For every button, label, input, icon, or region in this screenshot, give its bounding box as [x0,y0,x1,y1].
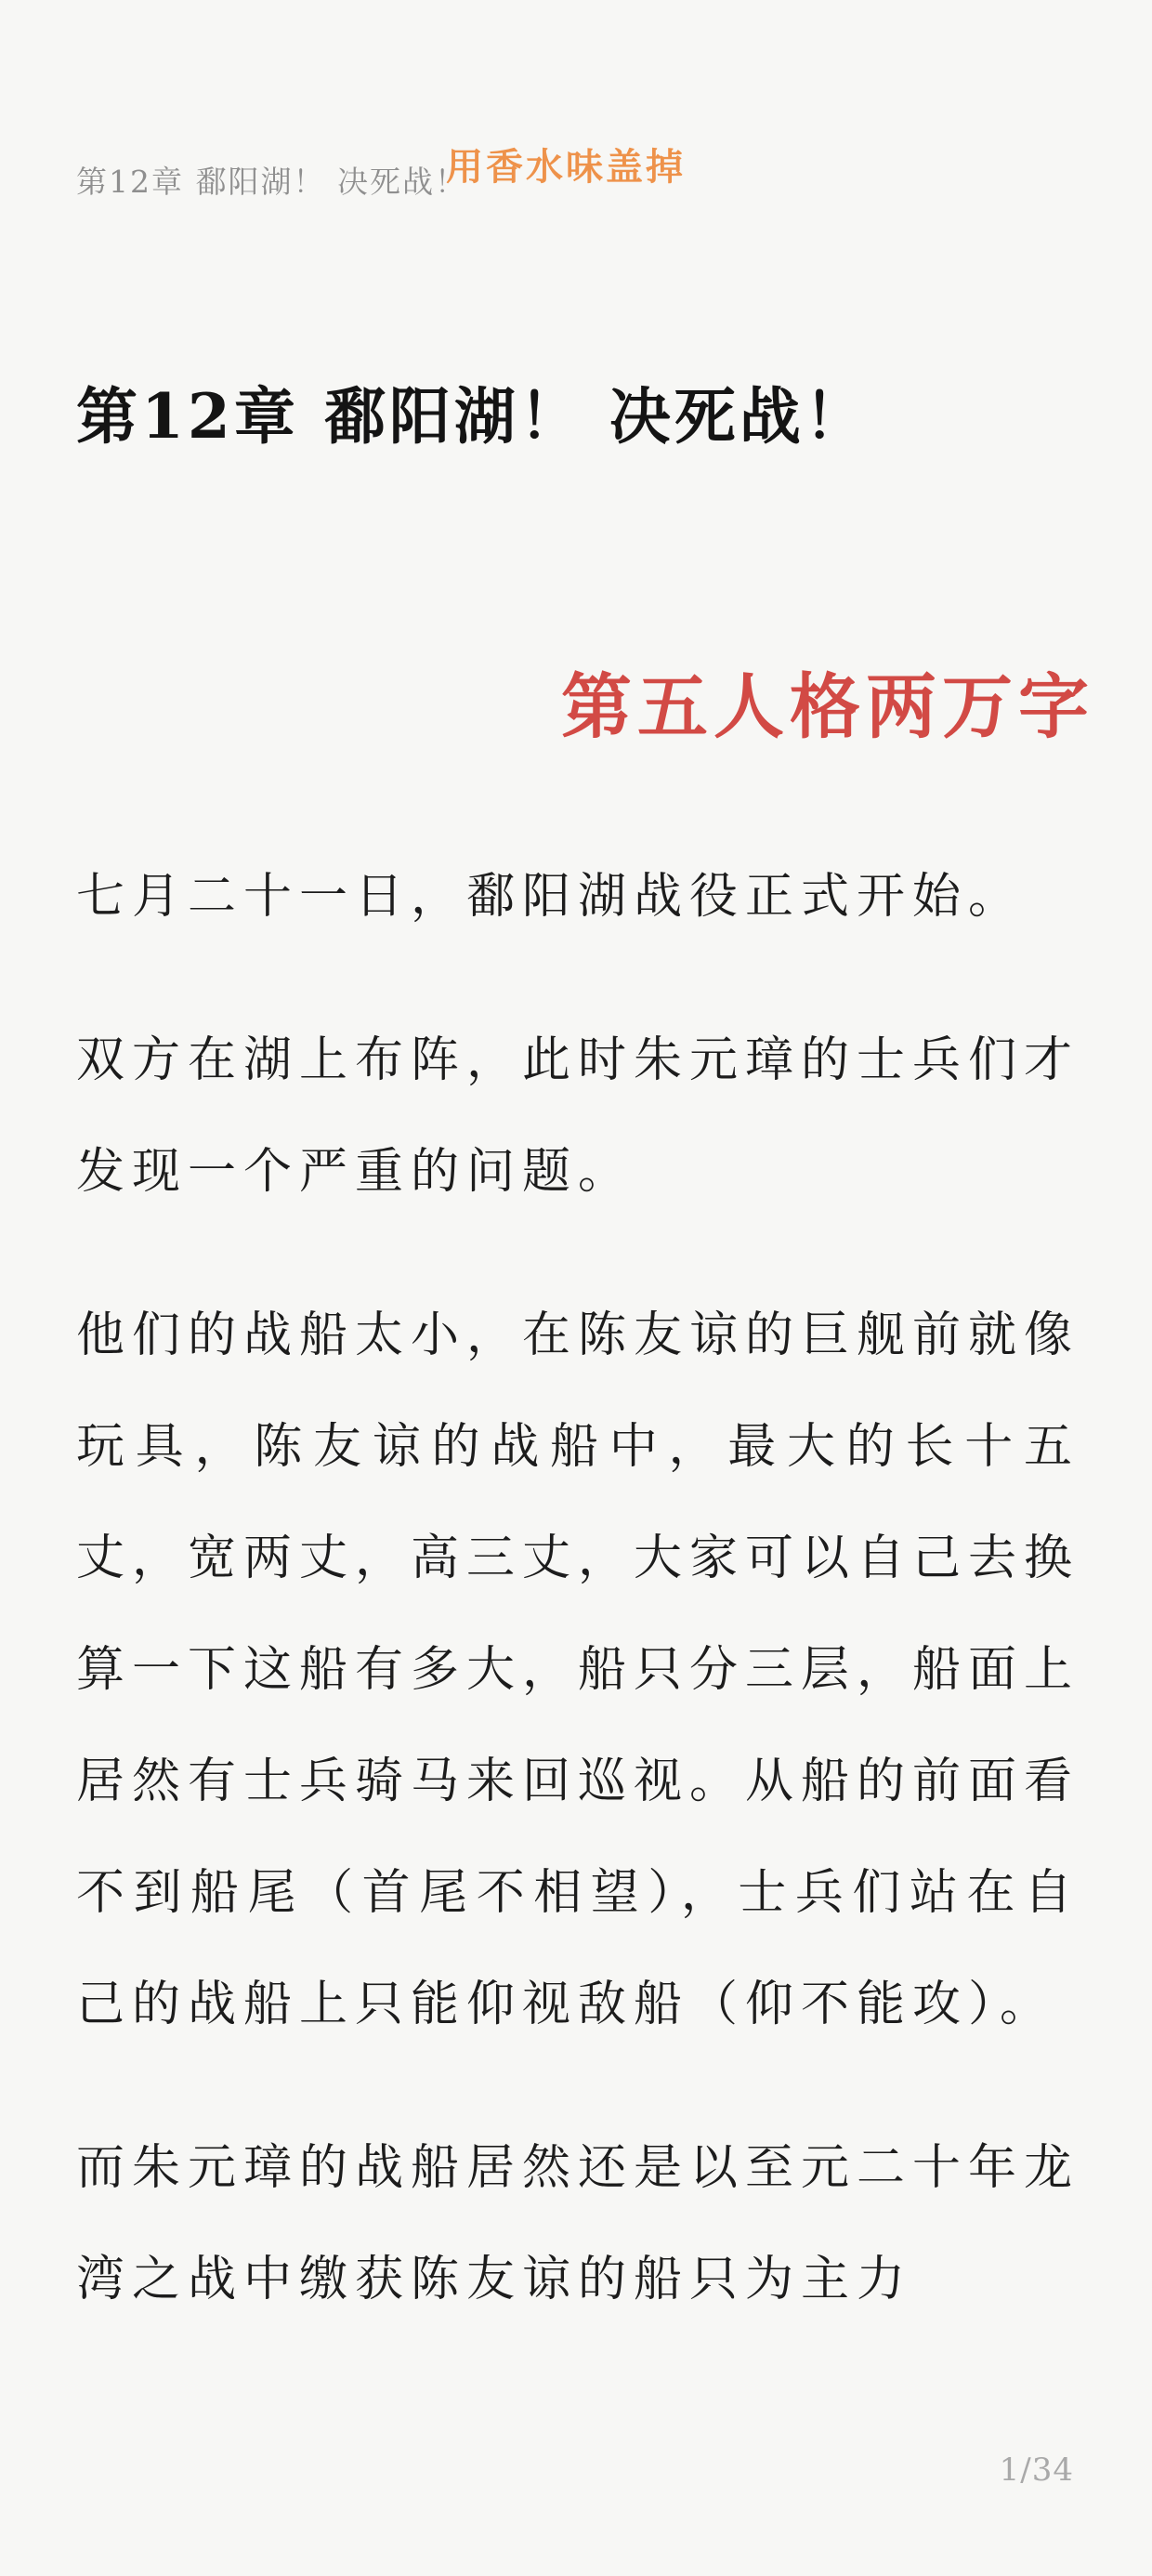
paragraph: 而朱元璋的战船居然还是以至元二十年龙湾之战中缴获陈友谅的船只为主力 [76,2140,1080,2307]
page-number: 1/34 [999,2451,1074,2489]
body-text [76,841,1080,2387]
watermark: 用香水味盖掉 [446,146,686,189]
paragraph: 他们的战船太小，在陈友谅的巨舰前就像玩具，陈友谅的战船中，最大的长十五丈，宽两丈，高三丈，大家可以自己去换算一下这船有多大，船只分三层，船面上居然有士兵骑马来回巡视。从船的前面看不到船尾（首尾不相望），士兵们站在自己的战船上只能仰视敌船（仰不能攻）。 [76,1308,1080,2032]
promo-banner: 第五人格两万字 [561,665,1094,748]
chapter-title: 第12章 鄱阳湖！ 决死战！ [76,380,870,453]
running-header: 第12章 鄱阳湖！ 决死战！ [76,164,467,200]
paragraph: 七月二十一日，鄱阳湖战役正式开始。 [76,869,1025,925]
paragraph: 双方在湖上布阵，此时朱元璋的士兵们才发现一个严重的问题。 [76,1032,1080,1200]
